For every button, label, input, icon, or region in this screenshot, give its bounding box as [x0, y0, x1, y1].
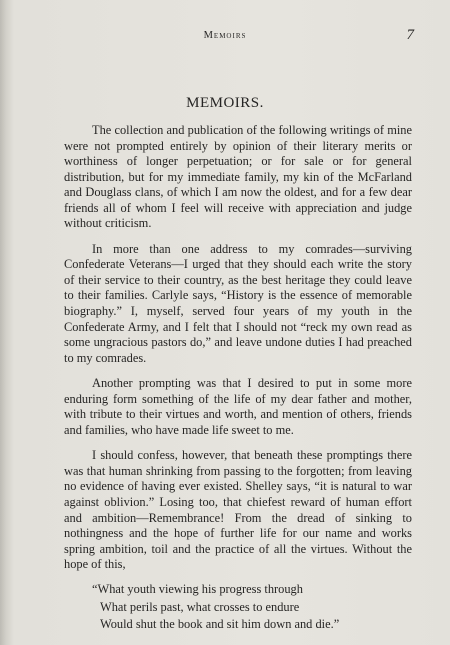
- chapter-title: MEMOIRS.: [186, 95, 264, 111]
- running-head: [0, 27, 450, 46]
- running-head-title: Memoirs: [203, 30, 247, 41]
- paragraph-3: Another prompting was that I desired to put in some more enduring form something of the life of my dear father and mother, with tribute to their virtues and worth, and mention of others, friends and families, who have made life sweet to me.: [64, 376, 412, 437]
- verse-line-2: What perils past, what crosses to endure: [100, 599, 300, 614]
- verse-line-1: “What youth viewing his progress through: [92, 582, 303, 596]
- verse-quotation: [92, 581, 339, 634]
- body-text: [64, 123, 412, 583]
- verse-line-3: Would shut the book and sit him down and die.”: [100, 617, 340, 631]
- paragraph-1: The collection and publication of the following writings of mine were not prompted entirely by opinion of their literary merits or worthiness of longer perpetuation; or for sale or for general distribution, but for my immediate family, my kin of the McFarland and Douglass clans, of which I am now the oldest, and for a few dear friends all of whom I feel will receive with appreciation and judge without criticism.: [64, 123, 412, 231]
- paragraph-2: In more than one address to my comrades—surviving Confederate Veterans—I urged that they should each write the story of their service to their country, as the best heritage they could leave to their families. Carlyle says, “History is the essence of memorable biography.” I, myself, served four years of my youth in the Confederate Army, and I felt that I should not “reck my own read as some ungracious pastors do,” and leave undone duties I had preached to my comrades.: [64, 241, 412, 365]
- page-number: 7: [406, 27, 414, 43]
- paragraph-4: I should confess, however, that beneath these promptings there was that human shrinking from passing to the forgotten; from leaving no evidence of having ever existed. Shelley says, “it is natural to war against oblivion.” Losing too, that chiefest reward of human effort and ambition—Remembrance! From the dread of sinking to nothingness and the hope of further life for our name and works spring ambition, toil and the practice of all the virtues. Without the hope of this,: [64, 448, 412, 572]
